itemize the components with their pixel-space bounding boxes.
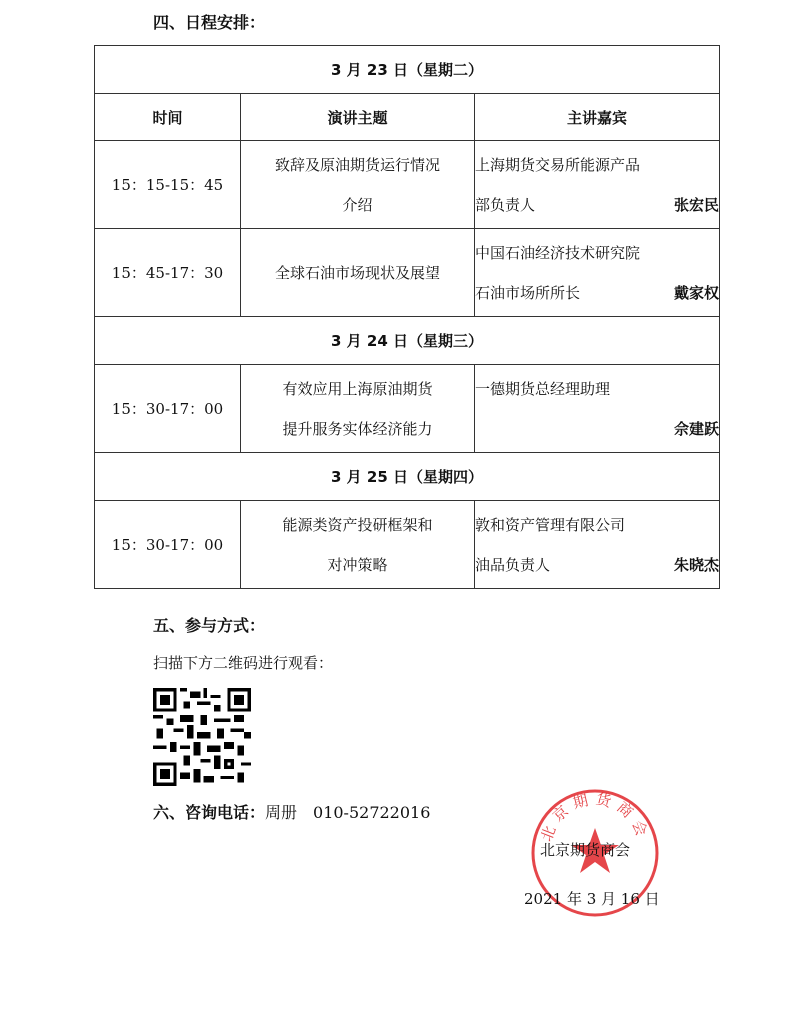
session-time: 15：45-17：30 [95, 229, 241, 317]
topic-line-2: 介绍 [342, 195, 373, 214]
speaker-org-line-2: 石油市场所所长 [475, 283, 581, 302]
session-topic [241, 365, 475, 453]
session-time: 15：30-17：00 [95, 501, 241, 589]
session-time: 15：15-15：45 [95, 141, 241, 229]
section-5-title: 五、参与方式： [153, 616, 266, 635]
section-4-title: 四、日程安排： [153, 13, 266, 32]
topic-line-1: 能源类资产投研框架和 [282, 515, 433, 534]
speaker-org-line-2: 油品负责人 [475, 555, 551, 574]
session-topic [241, 501, 475, 589]
session-row [95, 365, 720, 453]
contact-label: 六、咨询电话： [153, 803, 266, 822]
day-header-row [95, 317, 720, 365]
session-speaker [475, 141, 720, 229]
header-topic: 演讲主题 [241, 94, 475, 141]
contact-value: 周册 010-52722016 [265, 803, 431, 822]
speaker-org-line-1: 一德期货总经理助理 [475, 379, 611, 398]
signature-org: 北京期货商会 [540, 841, 631, 859]
header-speaker: 主讲嘉宾 [475, 94, 720, 141]
speaker-org-line-1: 中国石油经济技术研究院 [475, 243, 641, 262]
topic-line-2: 对冲策略 [327, 555, 388, 574]
column-header-row [95, 94, 720, 141]
session-topic [241, 229, 475, 317]
session-row [95, 141, 720, 229]
speaker-org-line-2: 部负责人 [475, 195, 536, 214]
section-6-title [153, 800, 430, 823]
day-header-row [95, 46, 720, 94]
day-date: 3 月 23 日（星期二） [95, 46, 720, 94]
session-row [95, 229, 720, 317]
speaker-name: 戴家权 [674, 283, 720, 302]
topic-line-1: 全球石油市场现状及展望 [274, 263, 440, 282]
seal-text: 北京期货商会 [537, 789, 653, 844]
session-topic [241, 141, 475, 229]
speaker-name: 朱晓杰 [674, 555, 720, 574]
day-date: 3 月 24 日（星期三） [95, 317, 720, 365]
topic-line-1: 致辞及原油期货运行情况 [274, 155, 440, 174]
session-row [95, 501, 720, 589]
speaker-org-line-1: 敦和资产管理有限公司 [475, 515, 626, 534]
day-header-row [95, 453, 720, 501]
topic-line-2: 提升服务实体经济能力 [282, 419, 433, 438]
schedule-table [94, 45, 720, 589]
signature-date: 2021 年 3 月 16 日 [524, 890, 660, 908]
qr-code-icon[interactable] [153, 688, 251, 786]
speaker-name: 佘建跃 [674, 419, 720, 438]
topic-line-1: 有效应用上海原油期货 [282, 379, 433, 398]
header-time: 时间 [95, 94, 241, 141]
session-speaker [475, 365, 720, 453]
scan-instruction: 扫描下方二维码进行观看： [153, 654, 334, 672]
session-speaker [475, 229, 720, 317]
day-date: 3 月 25 日（星期四） [95, 453, 720, 501]
speaker-name: 张宏民 [674, 195, 720, 214]
session-time: 15：30-17：00 [95, 365, 241, 453]
speaker-org-line-1: 上海期货交易所能源产品 [475, 155, 641, 174]
session-speaker [475, 501, 720, 589]
